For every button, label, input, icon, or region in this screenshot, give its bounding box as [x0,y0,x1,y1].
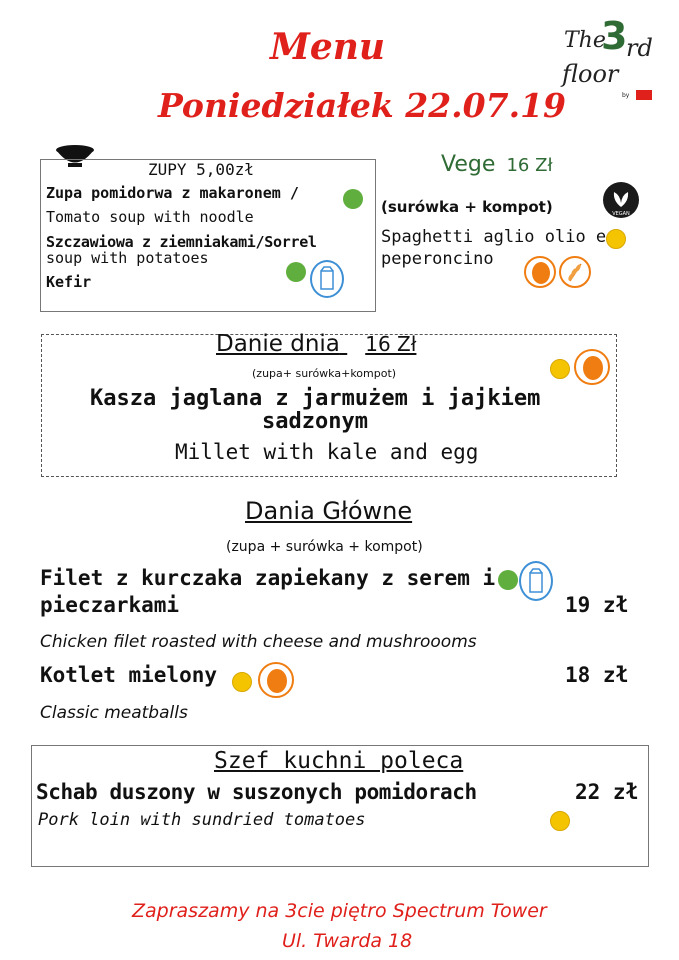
main1-price: 19 zł [565,593,629,617]
dish-of-day-label: Danie dnia [216,331,340,357]
main1-line1: Filet z kurczaka zapiekany z serem i [40,566,496,590]
restaurant-logo [556,14,666,104]
chef-price: 22 zł [575,780,639,804]
logo-floor: floor [562,60,619,88]
milk-icon [519,561,553,601]
mustard-icon [606,229,626,249]
main2-name: Kotlet mielony [40,663,218,687]
dish-of-day-price: 16 Zł [365,332,417,356]
mains-heading: Dania Główne [245,497,413,525]
vege-dish-line1: Spaghetti aglio olio e [381,227,607,247]
celery-icon [286,262,306,282]
date-line: Poniedziałek 22.07.19 [158,86,566,125]
main1-line2: pieczarkami [40,593,180,617]
vege-extras: (surówka + kompot) [381,198,553,216]
logo-the: The [564,28,606,53]
chef-heading: Szef kuchni poleca [214,748,464,774]
chef-item-en: Pork loin with sundried tomatoes [38,810,366,830]
menu-title: Menu [270,26,386,68]
chef-item: Schab duszony w suszonych pomidorach [36,780,477,804]
svg-text:VEGAN: VEGAN [612,211,630,217]
soup1-pl: Zupa pomidorwa z makaronem / [46,184,299,202]
egg-icon [574,349,610,385]
vegan-icon [602,181,640,219]
dish-of-day-name-line2: sadzonym [262,409,368,434]
soup2-pl: Szczawiowa z ziemniakami/Sorrel [46,233,317,251]
soup1-en: Tomato soup with noodle [46,208,254,226]
mustard-icon [550,811,570,831]
mustard-icon [550,359,570,379]
logo-by: by [622,92,630,99]
milk-icon [310,260,344,298]
soup3: Kefir [46,273,92,291]
footer-line1: Zapraszamy na 3cie piętro Spectrum Tower [132,900,547,922]
main2-en: Classic meatballs [40,703,188,723]
footer-line2: Ul. Twarda 18 [282,930,413,952]
logo-brand-mark [636,90,652,100]
soups-heading: ZUPY 5,00zł [148,160,254,179]
mains-extras: (zupa + surówka + kompot) [226,539,423,555]
wheat-icon [559,256,591,288]
dish-of-day-heading [216,331,416,357]
vege-dish-line2: peperoncino [381,249,494,269]
mustard-icon [232,672,252,692]
vege-label: Vege [441,152,496,177]
soup2-en: soup with potatoes [46,249,209,267]
dish-of-day-name-en: Millet with kale and egg [175,440,479,464]
celery-icon [343,189,363,209]
logo-rd: rd [626,34,653,62]
celery-icon [498,570,518,590]
dish-of-day-name-line1: Kasza jaglana z jarmużem i jajkiem [90,386,541,411]
main1-en: Chicken filet roasted with cheese and mushroooms [40,632,477,652]
vege-heading [441,152,553,177]
dish-of-day-extras: (zupa+ surówka+kompot) [252,367,397,380]
egg-icon [258,662,294,698]
logo-digit: 3 [601,14,628,58]
egg-icon [524,256,556,288]
vege-price: 16 Zł [506,155,553,176]
main2-price: 18 zł [565,663,629,687]
